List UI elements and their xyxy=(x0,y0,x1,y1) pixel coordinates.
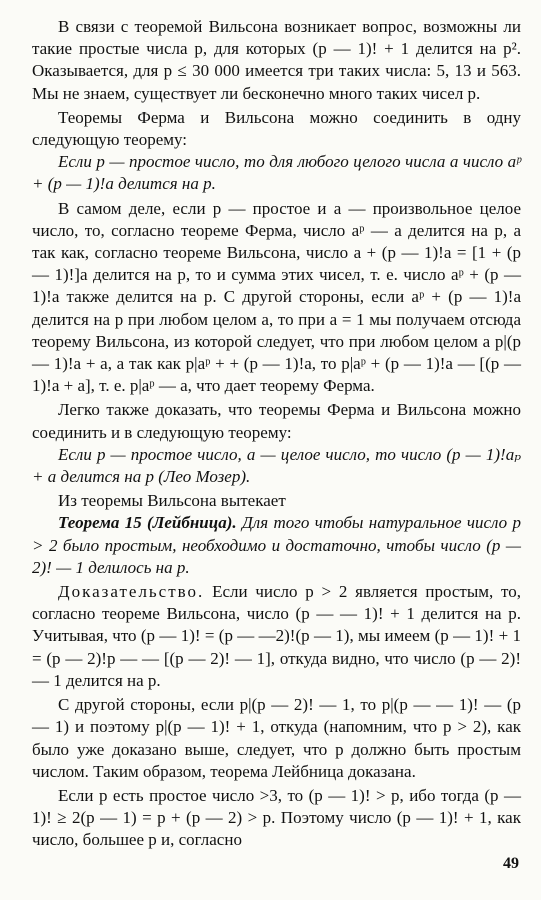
paragraph-leibniz-proof xyxy=(32,581,521,692)
paragraph-leibniz-theorem xyxy=(32,512,521,579)
theorem-heading: Теорема 15 (Лейбница). xyxy=(58,513,237,533)
proof-heading: Доказательство. xyxy=(58,582,205,602)
paragraph-wilson-consequence: Из теоремы Вильсона вытекает xyxy=(58,491,286,511)
proof-text: Если число p > 2 является простым, то, согласно теореме Вильсона, число (p — — 1)! + 1 делится на p. Учитывая, что (p — 1)! = (p — —2)!(p — 1), мы имеем (p — 1)! + 1 = (p — 2)!p — — [(p — 2)! — 1], откуда видно, что число (p — 2)! — 1 делится на p. xyxy=(32,582,521,690)
paragraph-combined-theorem: Если p — простое число, то для любого целого числа a число aᵖ + (p — 1)!a делится на p. xyxy=(32,152,521,194)
paragraph-combine-intro: Теоремы Ферма и Вильсона можно соединить в одну следующую теорему: xyxy=(32,107,521,150)
paragraph-proof-combined: В самом деле, если p — простое и a — произвольное целое число, то, согласно теореме Ферма, число aᵖ — a делится на p, а так как, согласно теореме Вильсона, число a + (p — 1)!a = [1 + (p — 1)!]a делится на p, то и сумма этих чисел, т. е. число aᵖ + (p — 1)!a также делится на p. С другой стороны, если aᵖ + (p — 1)!a делится на p при любом целом a, то при a = 1 мы получаем отсюда теорему Вильсона, из которой следует, что при любом целом a p|(p — 1)!a + a, а так как p|aᵖ + + (p — 1)!a, то p|aᵖ + (p — 1)!a — [(p — 1)!a + a], т. е. p|aᵖ — a, что дает теорему Ферма. xyxy=(32,198,521,396)
paragraph-wilson-question: В связи с теоремой Вильсона возникает вопрос, возможны ли такие простые числа p, для которых (p — 1)! + 1 делится на p². Оказывается, для p ≤ 30 000 имеется три таких числа: 5, 13 и 563. Мы не знаем, существует ли бесконечно много таких чисел p. xyxy=(32,17,521,103)
paragraph-converse: С другой стороны, если p|(p — 2)! — 1, то p|(p — — 1)! — (p — 1) и поэтому p|(p — 1)! + 1, откуда (напомним, что p > 2), как было уже доказано выше, следует, что p должно быть простым числом. Таким образом, теорема Лейбница доказана. xyxy=(32,695,521,781)
paragraph-moser-theorem: Если p — простое число, a — целое число, то число (p — 1)!aₚ + a делится на p (Лео Мозер). xyxy=(32,444,521,487)
paragraph-second-combine-intro: Легко также доказать, что теоремы Ферма и Вильсона можно соединить и в следующую теорему: xyxy=(32,400,521,442)
page-number: 49 xyxy=(503,855,519,872)
theorem-statement: Для того чтобы натуральное число p > 2 было простым, необходимо и достаточно, чтобы число (p — 2)! — 1 делилось на p. xyxy=(32,513,521,577)
paragraph-prime-greater-three: Если p есть простое число >3, то (p — 1)! > p, ибо тогда (p — 1)! ≥ 2(p — 1) = p + (p — 2) > p. Поэтому число (p — 1)! + 1, как число, большее p и, согласно xyxy=(32,785,521,850)
